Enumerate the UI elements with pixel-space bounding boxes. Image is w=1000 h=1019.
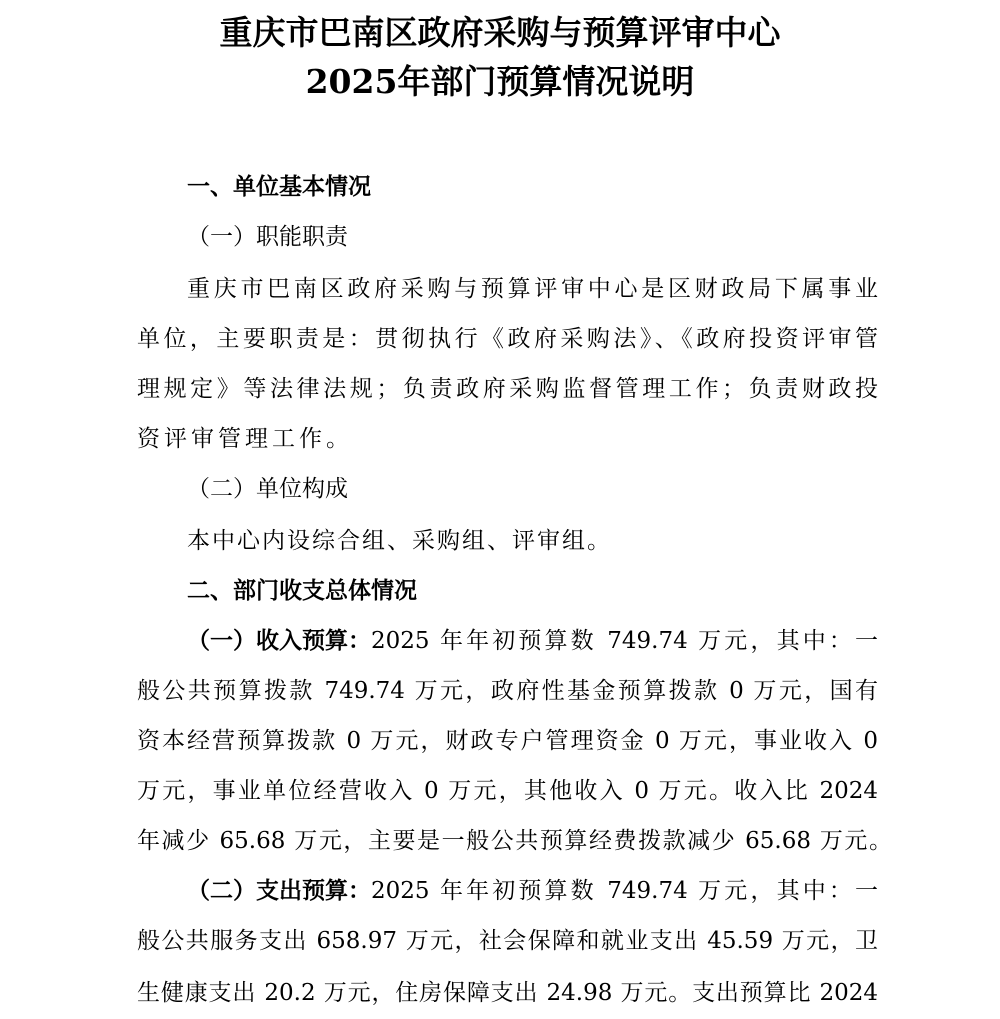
section1-heading: 一、单位基本情况 <box>187 173 371 200</box>
section2-heading: 二、部门收支总体情况 <box>187 577 417 604</box>
paragraph-line: 2025 年年初预算数 749.74 万元，其中：一 <box>371 628 878 654</box>
income-first-line <box>187 626 878 656</box>
paragraph-line: 2025 年年初预算数 749.74 万元，其中：一 <box>371 878 878 904</box>
paragraph-line: 资评审管理工作。 <box>137 426 353 452</box>
document-title-line2: 2025年部门预算情况说明 <box>305 62 695 101</box>
paragraph-line: 般公共预算拨款 749.74 万元，政府性基金预算拨款 0 万元，国有 <box>137 678 878 704</box>
paragraph-line: 生健康支出 20.2 万元，住房保障支出 24.98 万元。支出预算比 2024 <box>137 980 878 1006</box>
paragraph-line: 重庆市巴南区政府采购与预算评审中心是区财政局下属事业 <box>187 276 878 302</box>
sub2-heading: （二）单位构成 <box>187 476 348 502</box>
paragraph-line: 资本经营预算拨款 0 万元，财政专户管理资金 0 万元，事业收入 0 <box>137 728 878 754</box>
paragraph-line: 理规定》等法律法规；负责政府采购监督管理工作；负责财政投 <box>137 376 878 402</box>
paragraph-line: 万元，事业单位经营收入 0 万元，其他收入 0 万元。收入比 2024 <box>137 778 878 804</box>
document-title-line1: 重庆市巴南区政府采购与预算评审中心 <box>219 13 781 52</box>
paragraph-line: 本中心内设综合组、采购组、评审组。 <box>187 528 612 554</box>
expense-first-line <box>187 876 878 906</box>
paragraph-line: 般公共服务支出 658.97 万元，社会保障和就业支出 45.59 万元，卫 <box>137 928 878 954</box>
paragraph-line: 年减少 65.68 万元，主要是一般公共预算经费拨款减少 65.68 万元。 <box>137 828 892 854</box>
expense-label: （二）支出预算： <box>187 877 371 904</box>
income-label: （一）收入预算： <box>187 627 371 654</box>
sub1-heading: （一）职能职责 <box>187 224 348 250</box>
paragraph-line: 单位，主要职责是：贯彻执行《政府采购法》、《政府投资评审管 <box>137 326 878 352</box>
